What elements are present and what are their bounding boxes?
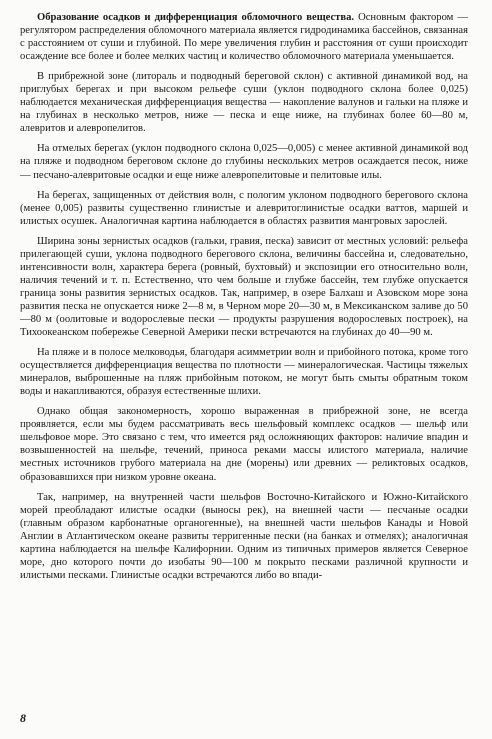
paragraph: В прибрежной зоне (литораль и подводный береговой склон) с активной динамикой вод, на приглубых берегах и при высоком рельефе суши (уклон подводного склона более 0,025) наблюдается механическая дифференциация вещества — накопление валунов и гальки на пляже и на глубинах в несколько метров, ниже — песка и еще ниже, на глубинах более 60—80 м, алевритов и алевропелитов. bbox=[20, 71, 468, 135]
paragraph: Однако общая закономерность, хорошо выраженная в прибрежной зоне, не всегда проявляется, если мы будем рассматривать весь шельфовый комплекс осадков — шельф или шельфовое море. Это связано с тем, что имеется ряд осложняющих факторов: наличие впадин и возвышенностей на шельфе, течений, приноса реками массы илистого материала, наличие местных источников грубого материала на дне (морены) или древних — реликтовых осадков, образовавшихся при низком уровне океана. bbox=[20, 406, 468, 483]
paragraph: На берегах, защищенных от действия волн, с пологим уклоном подводного берегового склона (менее 0,005) развиты существенно глинистые и алевритоглинистые осадки ваттов, маршей и илистых осушек. Аналогичная картина наблюдается в областях развития мангровых зарослей. bbox=[20, 189, 468, 227]
paragraph: Ширина зоны зернистых осадков (гальки, гравия, песка) зависит от местных условий: рельефа прилегающей суши, уклона подводного берегового склона, величины бассейна и, следовательно, интенсивности волн, характера берега (ровный, бухтовый) и экспозиции его относительно волн, наличия течений и т. п. Естественно, что чем больше и глубже бассейн, тем глубже опускается граница зоны развития зернистых осадков. Так, например, в озере Балхаш и Азовском море зона развития песка не опускается ниже 2—8 м, в Черном море 20—30 м, в Мексиканском заливе до 50—80 м (оолитовые и водорослевые пески — продукты разрушения водорослевых построек), на Тихоокеанском побережье Северной Америки пески встречаются на глубинах до 40—90 м. bbox=[20, 235, 468, 339]
paragraph: На пляже и в полосе мелководья, благодаря асимметрии волн и прибойного потока, кроме того осуществляется дифференциация вещества по плотности — минералогическая. Частицы тяжелых минералов, выброшенные на пляж прибойным потоком, не могут быть смыты обратным током воды и накапливаются, образуя естественные шлихи. bbox=[20, 347, 468, 398]
page-number: 8 bbox=[20, 711, 26, 725]
paragraph: На отмелых берегах (уклон подводного склона 0,025—0,005) с менее активной динамикой вод на пляже и подводном береговом склоне до глубины нескольких метров осаждается песок, ниже — песчано-алевритовые осадки и еще ниже алевропелитовые и пелитовые илы. bbox=[20, 143, 468, 181]
paragraph-text: Основным фактором — регулятором распределения обломочного материала является гидродинамика бассейнов, связанная с расстоянием от суши и глубиной. По мере увеличения глубин и расстояния от суши происходит осаждение все более и более мелких частиц и количество обломочного материала уменьшается. bbox=[20, 12, 468, 63]
paragraph-intro bbox=[20, 11, 468, 63]
paragraph: Так, например, на внутренней части шельфов Восточно-Китайского и Южно-Китайского морей преобладают илистые осадки (выносы рек), на внешней части — песчаные осадки (главным образом карбонатные органогенные), на внешней части шельфов Канады и Новой Англии в Атлантическом океане развиты терригенные пески (на банках и отмелях); аналогичная картина наблюдается на шельфе Калифорнии. Одним из типичных примеров является Северное море, дно которого почти до изобаты 90—100 м покрыто песками различной крупности и илистыми песками. Глинистые осадки встречаются либо во впади- bbox=[20, 491, 468, 581]
section-heading: Образование осадков и дифференциация обломочного вещества. bbox=[37, 12, 355, 23]
page-body bbox=[20, 11, 468, 589]
